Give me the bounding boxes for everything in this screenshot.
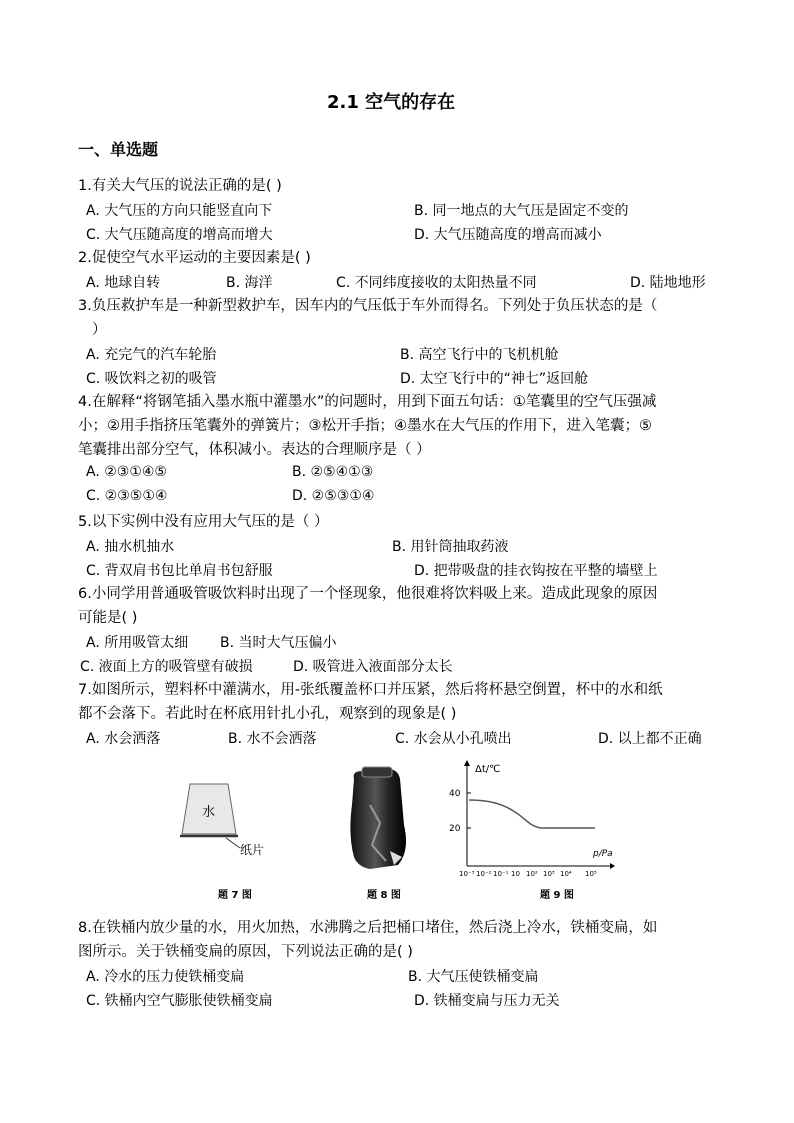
q8-option-b[interactable]: B. 大气压使铁桶变扁	[408, 969, 539, 985]
question-4-stem-line2: 小；②用手指挤压笔囊外的弹簧片；③松开手指；④墨水在大气压的作用下，进入笔囊；⑤	[78, 418, 652, 434]
q4-option-c[interactable]: C. ②③⑤①④	[86, 488, 168, 504]
question-3-stem-line1: 3.负压救护车是一种新型救护车，因车内的气压低于车外而得名。下列处于负压状态的是（	[78, 298, 658, 314]
q2-option-c[interactable]: C. 不同纬度接收的太阳热量不同	[336, 275, 537, 291]
question-7-stem-line2: 都不会落下。若此时在杯底用针扎小孔，观察到的现象是( )	[78, 706, 457, 722]
q3-option-c[interactable]: C. 吸饮料之初的吸管	[86, 371, 217, 387]
paper-label: 纸片	[240, 843, 265, 857]
q1-option-d[interactable]: D. 大气压随高度的增高而减小	[414, 227, 602, 243]
q7-option-b[interactable]: B. 水不会洒落	[228, 731, 317, 747]
q8-option-d[interactable]: D. 铁桶变扁与压力无关	[414, 993, 560, 1009]
figure-7-caption: 题 7 图	[218, 890, 252, 901]
question-4-stem-line1: 4.在解释“将钢笔插入墨水瓶中灌墨水”的问题时，用到下面五句话：①笔囊里的空气压强减	[78, 394, 657, 410]
q4-option-a[interactable]: A. ②③①④⑤	[86, 464, 167, 480]
x-tick-2: 10⁻²	[476, 870, 492, 878]
q2-option-b[interactable]: B. 海洋	[226, 275, 273, 291]
q3-option-a[interactable]: A. 充完气的汽车轮胎	[86, 347, 217, 363]
x-axis-label: p/Pa	[593, 849, 613, 859]
q6-option-b[interactable]: B. 当时大气压偏小	[220, 635, 337, 651]
x-tick-7: 10⁴	[560, 870, 572, 878]
question-3-stem-line2: ）	[92, 322, 107, 338]
figure-8-caption: 题 8 图	[367, 890, 401, 901]
q5-option-d[interactable]: D. 把带吸盘的挂衣钩按在平整的墙壁上	[414, 563, 658, 579]
page-title: 2.1 空气的存在	[327, 92, 456, 113]
y-axis-label: Δt/℃	[475, 764, 501, 775]
y-tick-20: 20	[449, 824, 461, 834]
cup-water-label: 水	[202, 805, 216, 820]
x-tick-4: 10	[511, 870, 520, 878]
figure-7-cup-diagram	[180, 770, 290, 860]
q8-option-a[interactable]: A. 冷水的压力使铁桶变扁	[86, 969, 245, 985]
q4-option-d[interactable]: D. ②⑤③①④	[292, 488, 375, 504]
temperature-curve	[469, 800, 595, 828]
q1-option-a[interactable]: A. 大气压的方向只能竖直向下	[86, 203, 273, 219]
question-6-stem-line2: 可能是( )	[78, 610, 138, 626]
question-8-stem-line1: 8.在铁桶内放少量的水，用火加热，水沸腾之后把桶口堵住，然后浇上冷水，铁桶变扁，如	[78, 920, 658, 936]
q5-option-c[interactable]: C. 背双肩书包比单肩书包舒服	[86, 563, 273, 579]
q3-option-d[interactable]: D. 太空飞行中的“神七”返回舱	[400, 371, 589, 387]
q6-option-c[interactable]: C. 液面上方的吸管壁有破损	[80, 659, 253, 675]
q1-option-b[interactable]: B. 同一地点的大气压是固定不变的	[414, 203, 629, 219]
q5-option-b[interactable]: B. 用针筒抽取药液	[392, 539, 509, 555]
y-tick-40: 40	[449, 789, 461, 799]
q7-option-a[interactable]: A. 水会洒落	[86, 731, 161, 747]
section-heading: 一、单选题	[78, 140, 159, 159]
question-6-stem-line1: 6.小同学用普通吸管吸饮料时出现了一个怪现象，他很难将饮料吸上来。造成此现象的原因	[78, 586, 658, 602]
question-2-stem: 2.促使空气水平运动的主要因素是( )	[78, 250, 311, 266]
q6-option-a[interactable]: A. 所用吸管太细	[86, 635, 189, 651]
x-tick-5: 10²	[526, 870, 538, 878]
q7-option-d[interactable]: D. 以上都不正确	[598, 731, 702, 747]
q5-option-a[interactable]: A. 抽水机抽水	[86, 539, 175, 555]
x-tick-3: 10⁻¹	[493, 870, 509, 878]
figure-9-graph	[445, 758, 615, 880]
x-tick-1: 10⁻³	[459, 870, 475, 878]
q2-option-a[interactable]: A. 地球自转	[86, 275, 161, 291]
q4-option-b[interactable]: B. ②⑤④①③	[292, 464, 374, 480]
q2-option-d[interactable]: D. 陆地地形	[630, 275, 706, 291]
question-5-stem: 5.以下实例中没有应用大气压的是（ ）	[78, 514, 329, 530]
q1-option-c[interactable]: C. 大气压随高度的增高而增大	[86, 227, 273, 243]
question-1-stem: 1.有关大气压的说法正确的是( )	[78, 178, 282, 194]
q8-option-c[interactable]: C. 铁桶内空气膨胀使铁桶变扁	[86, 993, 273, 1009]
figure-8-crushed-bucket	[340, 765, 420, 875]
q7-option-c[interactable]: C. 水会从小孔喷出	[395, 731, 512, 747]
q6-option-d[interactable]: D. 吸管进入液面部分太长	[293, 659, 453, 675]
question-7-stem-line1: 7.如图所示，塑料杯中灌满水，用-张纸覆盖杯口并压紧，然后将杯悬空倒置，杯中的水和纸	[78, 682, 663, 698]
x-tick-8: 10⁵	[585, 870, 597, 878]
question-4-stem-line3: 笔囊排出部分空气，体积减小。表达的合理顺序是（ ）	[78, 442, 431, 458]
figure-9-caption: 题 9 图	[540, 890, 574, 901]
x-tick-6: 10³	[543, 870, 555, 878]
question-8-stem-line2: 图所示。关于铁桶变扁的原因，下列说法正确的是( )	[78, 944, 413, 960]
q3-option-b[interactable]: B. 高空飞行中的飞机机舱	[400, 347, 559, 363]
